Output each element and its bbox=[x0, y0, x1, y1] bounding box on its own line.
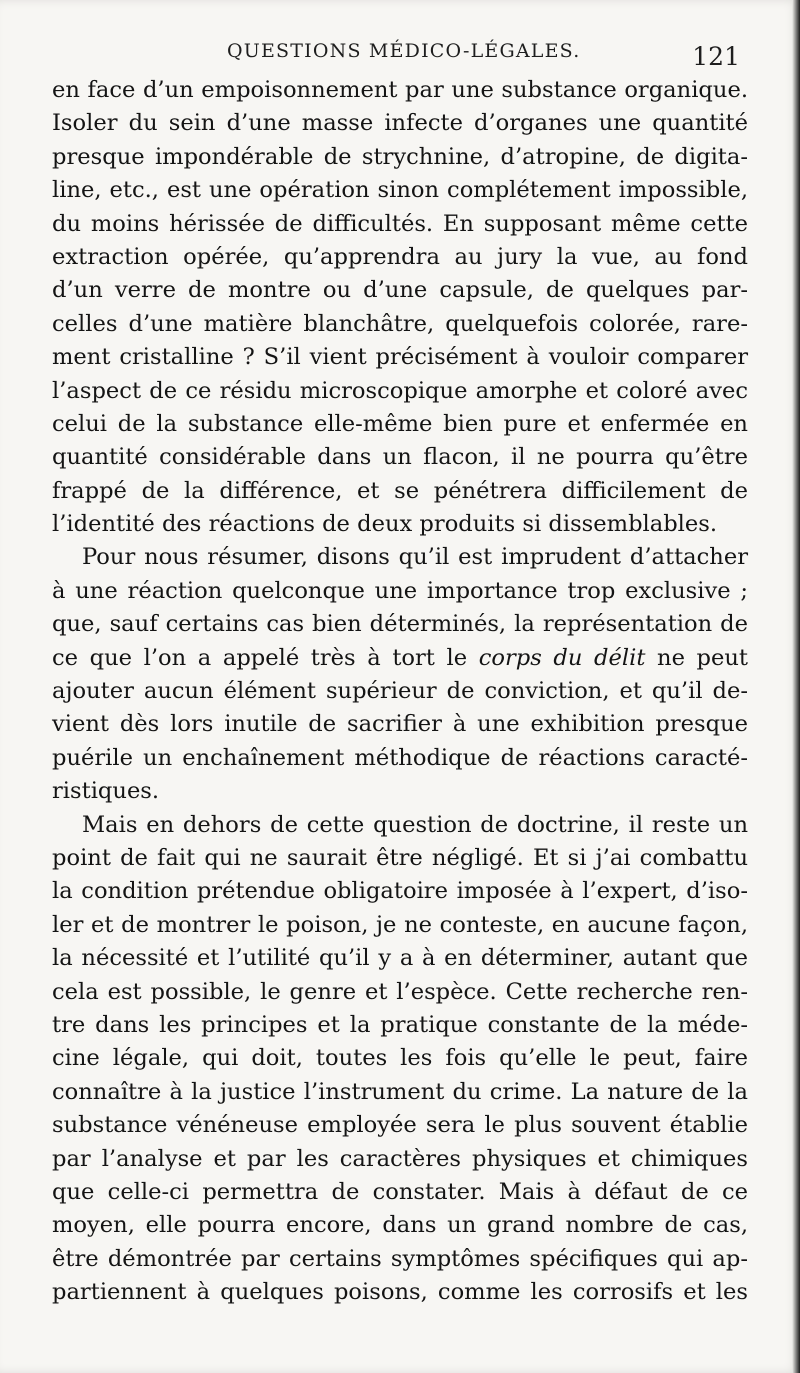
page-edge-shadow bbox=[792, 0, 800, 1373]
text-line: l’identité des réactions de deux produits si dissemblables. bbox=[52, 511, 718, 538]
line-segment: ne peut bbox=[657, 644, 749, 671]
text-line: Mais en dehors de cette question de doctrine, il reste un bbox=[82, 811, 748, 838]
italic-term: corps du délit bbox=[478, 644, 646, 671]
running-head-title: QUESTIONS MÉDICO-LÉGALES. bbox=[227, 40, 581, 62]
text-line: ristiques. bbox=[52, 778, 160, 805]
text-line: celles d’une matière blanchâtre, quelquefois colorée, rare- bbox=[52, 310, 748, 337]
text-line: ment cristalline ? S’il vient précisément à vouloir comparer bbox=[52, 344, 748, 371]
text-line: ler et de montrer le poison, je ne conteste, en aucune façon, bbox=[52, 911, 748, 938]
text-line: Pour nous résumer, disons qu’il est imprudent d’attacher bbox=[82, 544, 748, 571]
text-line: ajouter aucun élément supérieur de conviction, et qu’il de- bbox=[52, 678, 748, 705]
text-line: celui de la substance elle-même bien pure et enfermée en bbox=[52, 410, 748, 437]
text-line: en face d’un empoisonnement par une substance organique. bbox=[52, 77, 748, 103]
text-line: frappé de la différence, et se pénétrera difficilement de bbox=[52, 477, 748, 504]
text-line: que, sauf certains cas bien déterminés, la représentation de bbox=[52, 611, 748, 638]
text-line: moyen, elle pourra encore, dans un grand nombre de cas, bbox=[52, 1212, 748, 1239]
text-line: d’un verre de montre ou d’une capsule, de quelques par- bbox=[52, 277, 748, 304]
text-line: point de fait qui ne saurait être négligé. Et si j’ai combattu bbox=[52, 844, 748, 871]
text-line: l’aspect de ce résidu microscopique amorphe et coloré avec bbox=[52, 377, 748, 404]
text-line: presque impondérable de strychnine, d’atropine, de digita- bbox=[52, 143, 748, 170]
text-line: la condition prétendue obligatoire imposée à l’expert, d’iso- bbox=[52, 878, 748, 905]
text-line: Isoler du sein d’une masse infecte d’organes une quantité bbox=[52, 110, 748, 137]
text-line-mixed bbox=[52, 642, 748, 675]
text-line: que celle-ci permettra de constater. Mais à défaut de ce bbox=[52, 1178, 748, 1205]
text-line: tre dans les principes et la pratique constante de la méde- bbox=[52, 1011, 748, 1038]
text-line: du moins hérissée de difficultés. En supposant même cette bbox=[52, 210, 748, 237]
text-line: à une réaction quelconque une importance trop exclusive ; bbox=[52, 577, 748, 604]
text-line: substance vénéneuse employée sera le plus souvent établie bbox=[52, 1112, 748, 1139]
text-line: cela est possible, le genre et l’espèce. Cette recherche ren- bbox=[52, 978, 748, 1005]
text-line: vient dès lors inutile de sacrifier à une exhibition presque bbox=[52, 711, 748, 738]
text-line: la nécessité et l’utilité qu’il y a à en déterminer, autant que bbox=[52, 945, 748, 972]
text-line: quantité considérable dans un flacon, il ne pourra qu’être bbox=[52, 444, 748, 471]
text-line: être démontrée par certains symptômes spécifiques qui ap- bbox=[52, 1245, 748, 1272]
page-number: 121 bbox=[692, 42, 740, 71]
text-line: extraction opérée, qu’apprendra au jury la vue, au fond bbox=[52, 243, 748, 270]
text-line: puérile un enchaînement méthodique de réactions caracté- bbox=[52, 744, 748, 771]
line-segment: ce que l’on a appelé très à tort le bbox=[52, 644, 468, 671]
text-line: line, etc., est une opération sinon complétement impossible, bbox=[52, 177, 748, 204]
text-line: partiennent à quelques poisons, comme les corrosifs et les bbox=[52, 1279, 748, 1306]
text-line: connaître à la justice l’instrument du crime. La nature de la bbox=[52, 1078, 748, 1105]
text-line: cine légale, qui doit, toutes les fois qu’elle le peut, faire bbox=[52, 1045, 748, 1072]
body-text bbox=[52, 74, 748, 1309]
text-line: par l’analyse et par les caractères physiques et chimiques bbox=[52, 1145, 748, 1172]
